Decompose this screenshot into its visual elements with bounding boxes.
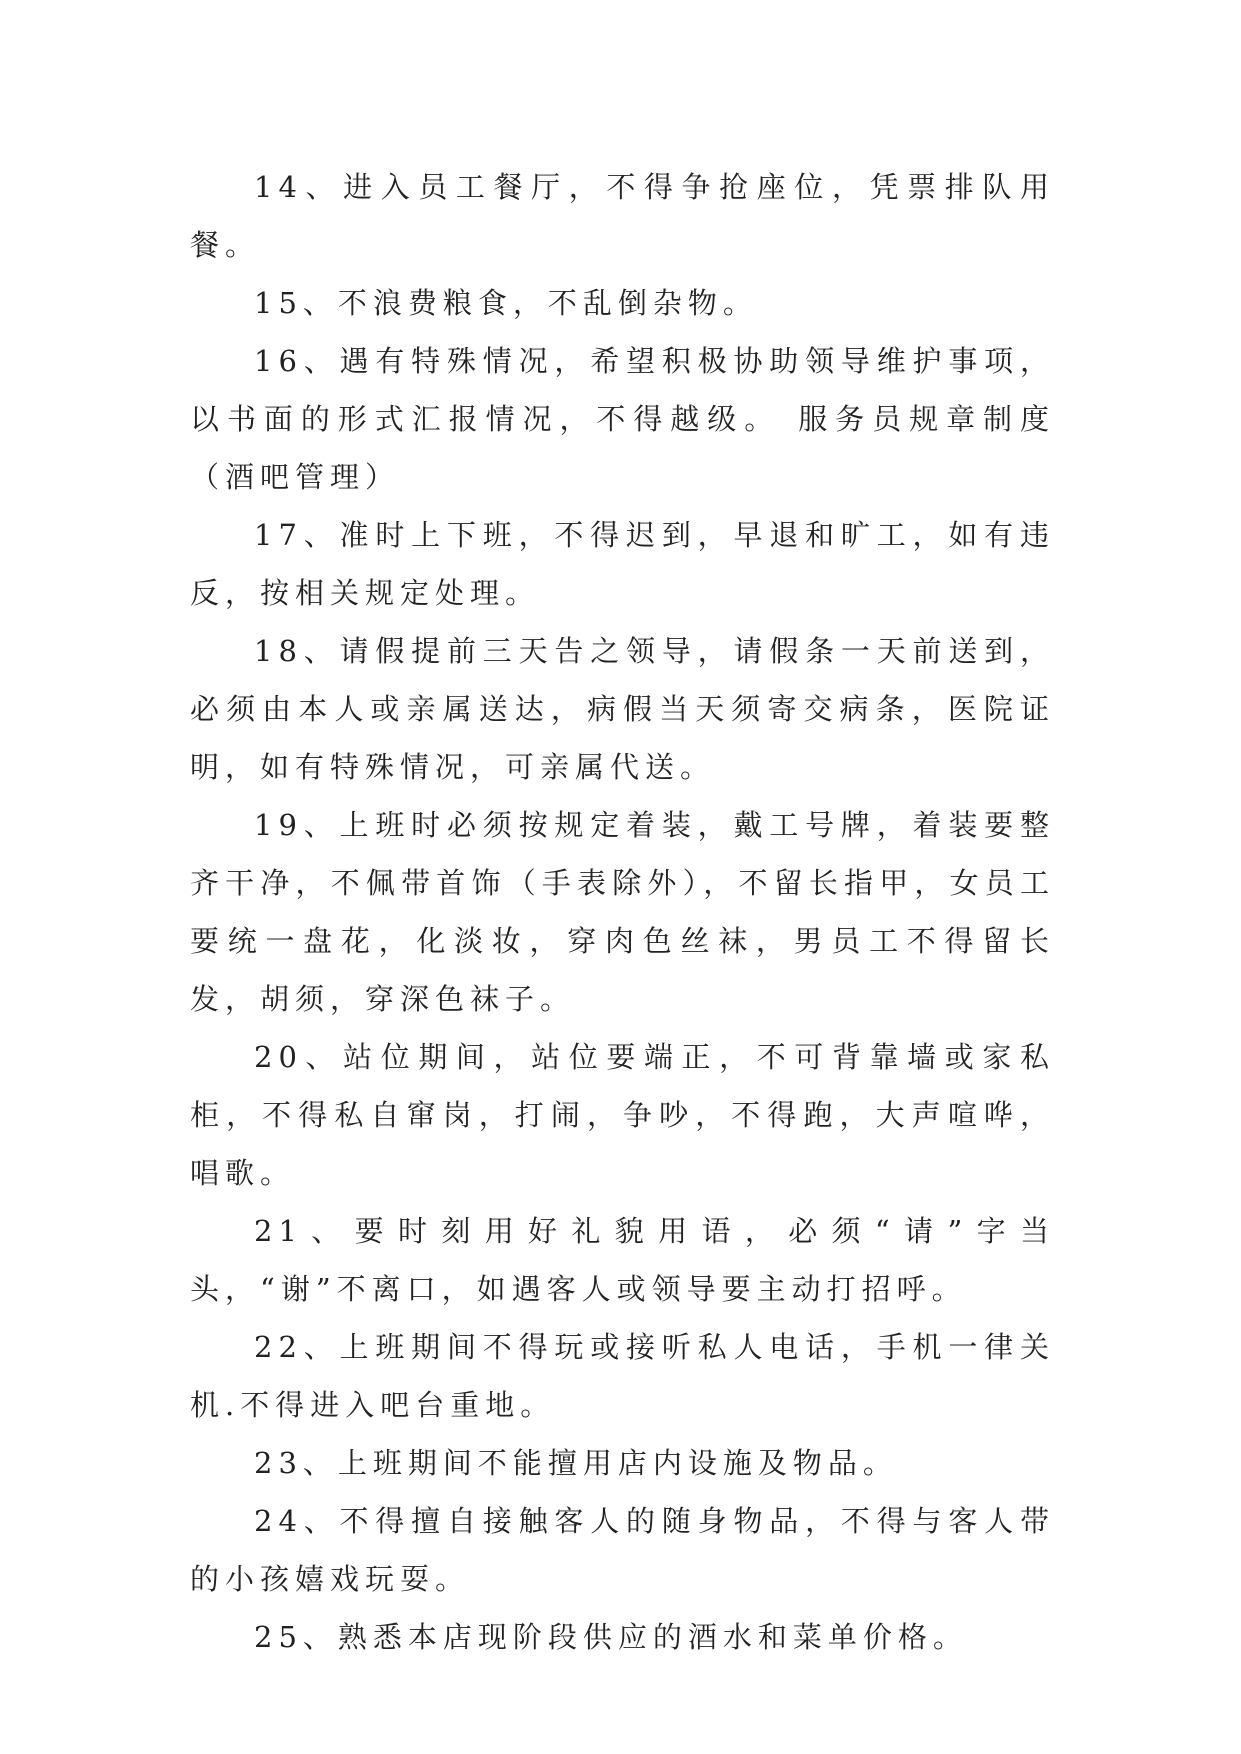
paragraph-24: 24、不得擅自接触客人的随身物品，不得与客人带的小孩嬉戏玩耍。 xyxy=(190,1504,1055,1596)
paragraph-21: 21、要时刻用好礼貌用语，必须“请”字当头，“谢”不离口，如遇客人或领导要主动打招呼。 xyxy=(190,1214,1055,1306)
document-body xyxy=(190,158,1055,1666)
paragraph-18: 18、请假提前三天告之领导，请假条一天前送到，必须由本人或亲属送达，病假当天须寄交病条，医院证明，如有特殊情况，可亲属代送。 xyxy=(190,634,1055,784)
paragraph-14: 14、进入员工餐厅，不得争抢座位，凭票排队用餐。 xyxy=(190,170,1055,262)
paragraph-15: 15、不浪费粮食，不乱倒杂物。 xyxy=(254,286,758,320)
paragraph-25: 25、熟悉本店现阶段供应的酒水和菜单价格。 xyxy=(254,1620,968,1654)
paragraph-17: 17、准时上下班，不得迟到，早退和旷工，如有违反，按相关规定处理。 xyxy=(190,518,1055,610)
paragraph-23: 23、上班期间不能擅用店内设施及物品。 xyxy=(254,1446,898,1480)
paragraph-22: 22、上班期间不得玩或接听私人电话，手机一律关机.不得进入吧台重地。 xyxy=(190,1330,1055,1422)
paragraph-20: 20、站位期间，站位要端正，不可背靠墙或家私柜，不得私自窜岗，打闹，争吵，不得跑，大声喧哗，唱歌。 xyxy=(190,1040,1055,1190)
paragraph-19: 19、上班时必须按规定着装，戴工号牌，着装要整齐干净，不佩带首饰（手表除外），不留长指甲，女员工要统一盘花，化淡妆，穿肉色丝袜，男员工不得留长发，胡须，穿深色袜子。 xyxy=(190,808,1055,1016)
paragraph-16: 16、遇有特殊情况，希望积极协助领导维护事项，以书面的形式汇报情况，不得越级。 服务员规章制度（酒吧管理） xyxy=(190,344,1055,494)
